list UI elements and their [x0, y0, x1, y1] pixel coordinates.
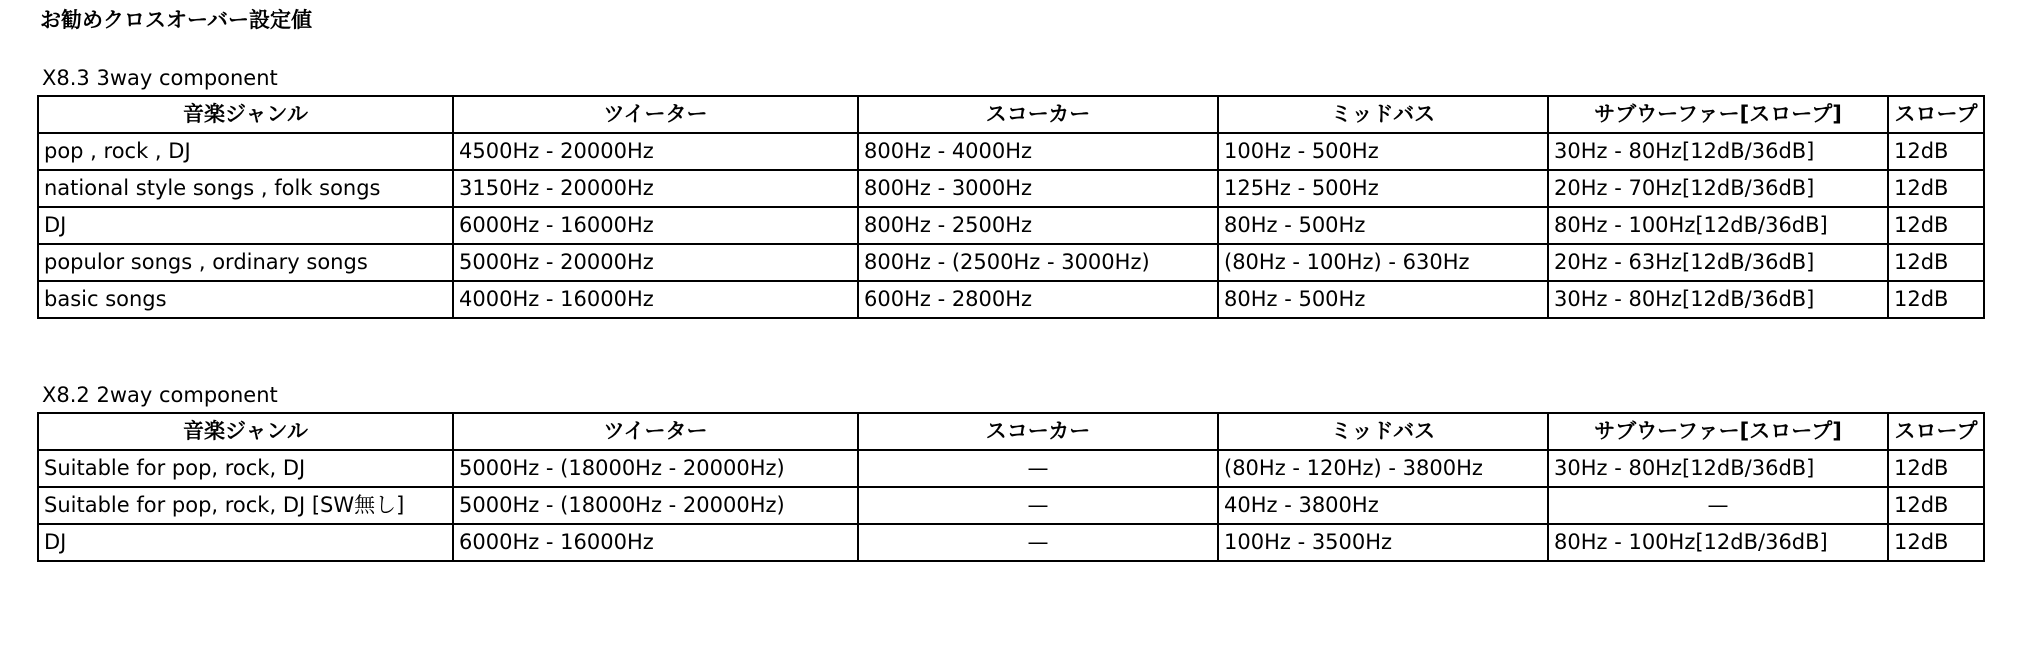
table-row [38, 244, 1984, 281]
col-header-squawker: スコーカー [858, 96, 1218, 133]
cell-midbass: 80Hz - 500Hz [1218, 281, 1548, 318]
cell-genre: national style songs , folk songs [38, 170, 453, 207]
cell-squawker: — [858, 487, 1218, 524]
cell-midbass: 80Hz - 500Hz [1218, 207, 1548, 244]
cell-subwoofer: 30Hz - 80Hz[12dB/36dB] [1548, 281, 1888, 318]
cell-tweeter: 6000Hz - 16000Hz [453, 524, 858, 561]
cell-midbass: 40Hz - 3800Hz [1218, 487, 1548, 524]
cell-squawker: 800Hz - 4000Hz [858, 133, 1218, 170]
cell-subwoofer: 80Hz - 100Hz[12dB/36dB] [1548, 207, 1888, 244]
section-title-3way: X8.3 3way component [42, 66, 278, 90]
cell-tweeter: 6000Hz - 16000Hz [453, 207, 858, 244]
table-row [38, 450, 1984, 487]
cell-genre: populor songs , ordinary songs [38, 244, 453, 281]
col-header-slope: スロープ [1888, 96, 1984, 133]
col-header-midbass: ミッドバス [1218, 96, 1548, 133]
cell-tweeter: 4500Hz - 20000Hz [453, 133, 858, 170]
cell-slope: 12dB [1888, 207, 1984, 244]
cell-slope: 12dB [1888, 450, 1984, 487]
cell-midbass: 125Hz - 500Hz [1218, 170, 1548, 207]
cell-genre: Suitable for pop, rock, DJ [SW無し] [38, 487, 453, 524]
cell-subwoofer: 30Hz - 80Hz[12dB/36dB] [1548, 133, 1888, 170]
cell-subwoofer: — [1548, 487, 1888, 524]
cell-slope: 12dB [1888, 281, 1984, 318]
cell-squawker: 800Hz - (2500Hz - 3000Hz) [858, 244, 1218, 281]
cell-squawker: 800Hz - 3000Hz [858, 170, 1218, 207]
cell-genre: DJ [38, 207, 453, 244]
cell-subwoofer: 30Hz - 80Hz[12dB/36dB] [1548, 450, 1888, 487]
cell-midbass: 100Hz - 500Hz [1218, 133, 1548, 170]
cell-genre: Suitable for pop, rock, DJ [38, 450, 453, 487]
col-header-subwoofer: サブウーファー[スロープ] [1548, 96, 1888, 133]
cell-genre: basic songs [38, 281, 453, 318]
section-title-2way: X8.2 2way component [42, 383, 278, 407]
cell-tweeter: 4000Hz - 16000Hz [453, 281, 858, 318]
table-row [38, 133, 1984, 170]
cell-squawker: 600Hz - 2800Hz [858, 281, 1218, 318]
cell-squawker: — [858, 450, 1218, 487]
cell-subwoofer: 80Hz - 100Hz[12dB/36dB] [1548, 524, 1888, 561]
col-header-squawker: スコーカー [858, 413, 1218, 450]
cell-midbass: (80Hz - 100Hz) - 630Hz [1218, 244, 1548, 281]
cell-genre: pop , rock , DJ [38, 133, 453, 170]
cell-squawker: 800Hz - 2500Hz [858, 207, 1218, 244]
cell-slope: 12dB [1888, 487, 1984, 524]
col-header-tweeter: ツイーター [453, 413, 858, 450]
cell-subwoofer: 20Hz - 63Hz[12dB/36dB] [1548, 244, 1888, 281]
table-row [38, 170, 1984, 207]
cell-subwoofer: 20Hz - 70Hz[12dB/36dB] [1548, 170, 1888, 207]
col-header-subwoofer: サブウーファー[スロープ] [1548, 413, 1888, 450]
cell-squawker: — [858, 524, 1218, 561]
cell-tweeter: 3150Hz - 20000Hz [453, 170, 858, 207]
cell-slope: 12dB [1888, 133, 1984, 170]
header-row [38, 413, 1984, 450]
crossover-table-3way [37, 95, 1985, 319]
cell-tweeter: 5000Hz - 20000Hz [453, 244, 858, 281]
cell-slope: 12dB [1888, 170, 1984, 207]
cell-tweeter: 5000Hz - (18000Hz - 20000Hz) [453, 487, 858, 524]
table-row [38, 281, 1984, 318]
cell-slope: 12dB [1888, 524, 1984, 561]
table-row [38, 487, 1984, 524]
cell-tweeter: 5000Hz - (18000Hz - 20000Hz) [453, 450, 858, 487]
header-row [38, 96, 1984, 133]
cell-midbass: 100Hz - 3500Hz [1218, 524, 1548, 561]
page-title: お勧めクロスオーバー設定値 [40, 8, 312, 32]
col-header-tweeter: ツイーター [453, 96, 858, 133]
col-header-midbass: ミッドバス [1218, 413, 1548, 450]
table-row [38, 207, 1984, 244]
cell-slope: 12dB [1888, 244, 1984, 281]
col-header-slope: スロープ [1888, 413, 1984, 450]
crossover-table-2way [37, 412, 1985, 562]
cell-midbass: (80Hz - 120Hz) - 3800Hz [1218, 450, 1548, 487]
table-row [38, 524, 1984, 561]
col-header-genre: 音楽ジャンル [38, 96, 453, 133]
col-header-genre: 音楽ジャンル [38, 413, 453, 450]
cell-genre: DJ [38, 524, 453, 561]
